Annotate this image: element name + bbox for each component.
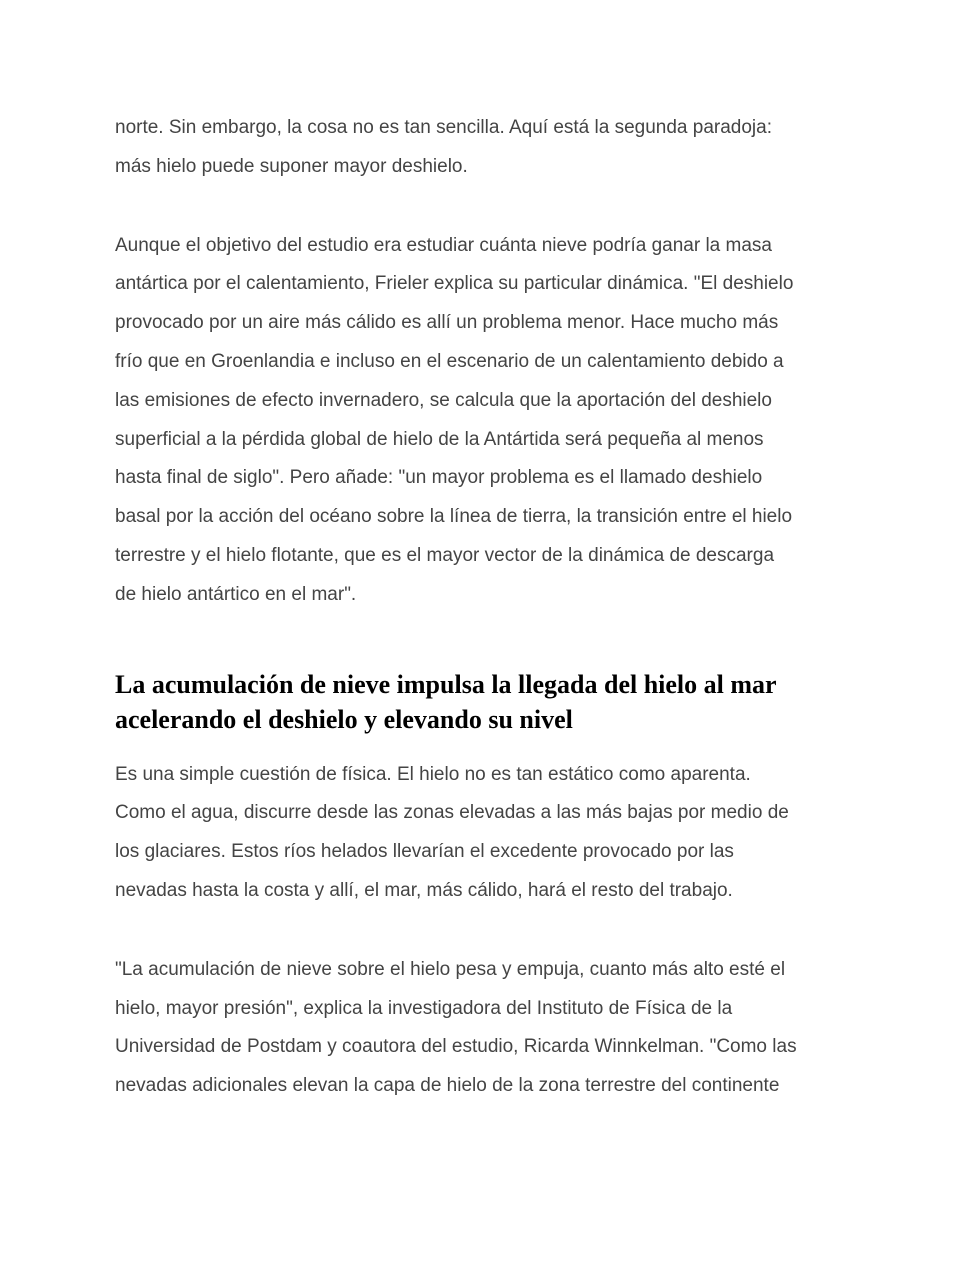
- text-line: las emisiones de efecto invernadero, se calcula que la aportación del deshielo: [115, 389, 772, 411]
- text-line: nevadas hasta la costa y allí, el mar, más cálido, hará el resto del trabajo.: [115, 879, 733, 901]
- text-line: provocado por un aire más cálido es allí un problema menor. Hace mucho más: [115, 312, 779, 334]
- text-line: más hielo puede suponer mayor deshielo.: [115, 155, 468, 177]
- text-line: los glaciares. Estos ríos helados llevarían el excedente provocado por las: [115, 841, 734, 863]
- text-line: hielo, mayor presión", explica la investigadora del Instituto de Física de la: [115, 997, 733, 1019]
- text-line: Como el agua, discurre desde las zonas elevadas a las más bajas por medio de: [115, 802, 789, 824]
- text-line: de hielo antártico en el mar".: [115, 583, 357, 605]
- heading-line: La acumulación de nieve impulsa la llegada del hielo al mar: [115, 669, 777, 699]
- paragraph-physics: [115, 756, 865, 911]
- heading-line: acelerando el deshielo y elevando su nivel: [115, 704, 573, 734]
- paragraph-frieler: [115, 227, 865, 615]
- document-page: [115, 109, 865, 1106]
- text-line: Es una simple cuestión de física. El hielo no es tan estático como aparenta.: [115, 763, 751, 785]
- text-line: superficial a la pérdida global de hielo de la Antártida será pequeña al menos: [115, 428, 764, 450]
- text-line: antártica por el calentamiento, Frieler explica su particular dinámica. "El deshielo: [115, 273, 794, 295]
- section-heading: [115, 667, 865, 737]
- text-line: nevadas adicionales elevan la capa de hielo de la zona terrestre del continente: [115, 1075, 780, 1097]
- text-line: terrestre y el hielo flotante, que es el mayor vector de la dinámica de descarga: [115, 544, 775, 566]
- paragraph-winkelmann-quote: [115, 951, 865, 1106]
- text-line: frío que en Groenlandia e incluso en el escenario de un calentamiento debido a: [115, 350, 784, 372]
- paragraph-intro: [115, 109, 865, 187]
- text-line: Universidad de Postdam y coautora del estudio, Ricarda Winnkelman. "Como las: [115, 1036, 797, 1058]
- text-line: Aunque el objetivo del estudio era estudiar cuánta nieve podría ganar la masa: [115, 234, 772, 256]
- text-line: norte. Sin embargo, la cosa no es tan sencilla. Aquí está la segunda paradoja:: [115, 117, 772, 138]
- text-line: "La acumulación de nieve sobre el hielo pesa y empuja, cuanto más alto esté el: [115, 958, 786, 980]
- text-line: hasta final de siglo". Pero añade: "un mayor problema es el llamado deshielo: [115, 467, 763, 489]
- text-line: basal por la acción del océano sobre la línea de tierra, la transición entre el hielo: [115, 506, 793, 528]
